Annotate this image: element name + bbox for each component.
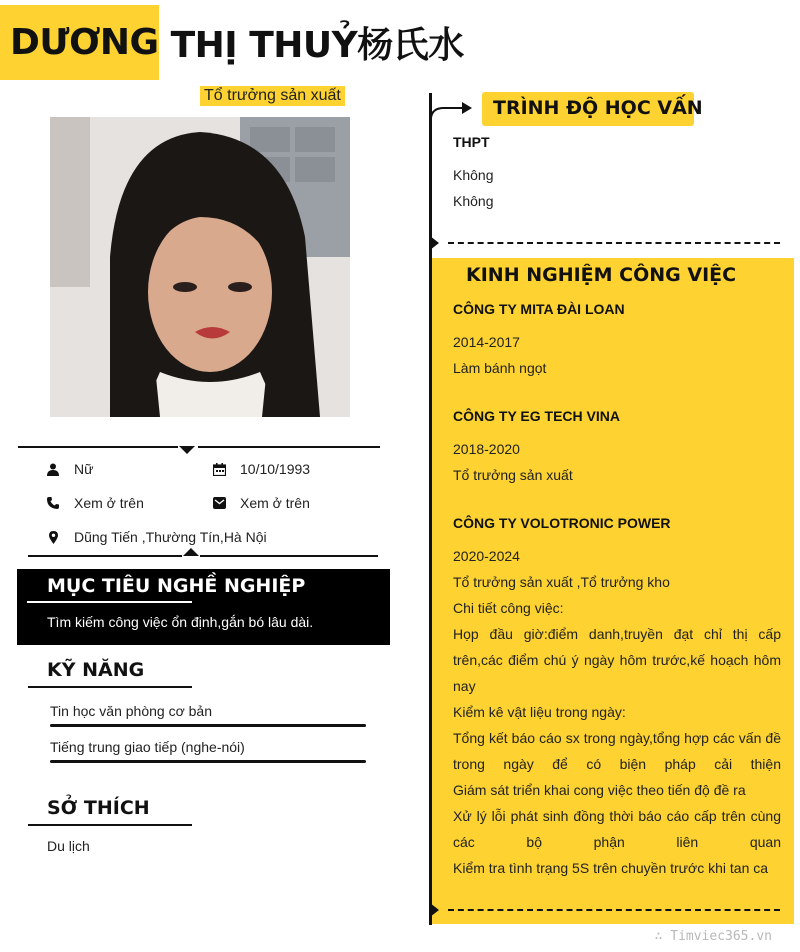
email-value: Xem ở trên	[240, 495, 310, 511]
job-title: Tổ trưởng sản xuất	[200, 86, 345, 106]
job-detail: Xử lý lỗi phát sinh đồng thời báo cáo cấp trên cùng các bộ phận liên quan	[453, 808, 781, 850]
objective-text: Tìm kiếm công việc ổn định,gắn bó lâu dài.	[47, 614, 314, 630]
skill-bar	[50, 760, 366, 763]
job-detail: Giám sát triển khai cong việc theo tiến độ đề ra	[453, 782, 746, 798]
info-bottom-divider	[28, 555, 182, 557]
birthdate-value: 10/10/1993	[240, 461, 311, 477]
job-role: Tổ trưởng sản xuất ,Tổ trưởng kho	[453, 574, 670, 590]
map-pin-icon	[46, 530, 60, 544]
experience-heading: KINH NGHIỆM CÔNG VIỆC	[466, 264, 737, 286]
address-row	[46, 529, 267, 545]
skills-heading: KỸ NĂNG	[47, 659, 145, 681]
name-header	[0, 5, 464, 80]
job-detail: Tổng kết báo cáo sx trong ngày,tổng hợp các vấn đề trong ngày để có biện pháp cải thiện	[453, 730, 781, 772]
skill-item: Tiếng trung giao tiếp (nghe-nói)	[50, 739, 245, 755]
hobbies-heading: SỞ THÍCH	[47, 797, 150, 819]
name-highlight	[0, 5, 159, 80]
phone-value: Xem ở trên	[74, 495, 144, 511]
calendar-icon	[212, 462, 226, 476]
profile-photo	[50, 117, 350, 417]
job-detail: Kiểm kê vật liệu trong ngày:	[453, 704, 626, 720]
email-row	[212, 495, 310, 511]
divider-marker	[179, 446, 195, 454]
job-period: 2020-2024	[453, 548, 520, 564]
skill-bar	[50, 724, 366, 727]
education-divider	[448, 242, 780, 244]
objective-heading: MỤC TIÊU NGHỀ NGHIỆP	[47, 575, 306, 597]
envelope-icon	[212, 496, 226, 510]
timeline-marker	[430, 236, 439, 250]
timeline-marker	[430, 903, 439, 917]
phone-row	[46, 495, 144, 511]
experience-divider	[448, 909, 780, 911]
job-detail: Họp đầu giờ:điểm danh,truyền đạt chỉ thị cấp trên,các điểm chú ý ngày hôm trước,kế hoạch hôm nay	[453, 626, 781, 694]
objective-section	[17, 569, 390, 645]
job-details-label: Chi tiết công việc:	[453, 600, 564, 616]
job-detail: Kiểm tra tình trạng 5S trên chuyền trước khi tan ca	[453, 860, 769, 876]
education-heading: TRÌNH ĐỘ HỌC VẤN	[493, 97, 703, 119]
company-name: CÔNG TY VOLOTRONIC POWER	[453, 515, 671, 531]
info-bottom-divider-right	[200, 555, 378, 557]
job-role: Làm bánh ngọt	[453, 360, 547, 376]
name-part1: DƯƠNG	[10, 22, 159, 63]
timeline-arrow	[430, 98, 474, 122]
user-icon	[46, 462, 60, 476]
skills-underline	[28, 686, 192, 688]
name-rest	[159, 5, 464, 80]
job-role: Tổ trưởng sản xuất	[453, 467, 573, 483]
education-line: Không	[453, 167, 494, 183]
timeline-line	[429, 93, 432, 925]
birthdate-row	[212, 461, 310, 477]
education-level: THPT	[453, 134, 490, 150]
objective-underline	[27, 601, 192, 603]
company-name: CÔNG TY MITA ĐÀI LOAN	[453, 301, 625, 317]
job-period: 2014-2017	[453, 334, 520, 350]
gender-row	[46, 461, 93, 477]
education-line: Không	[453, 193, 494, 209]
hobbies-underline	[28, 824, 192, 826]
gender-value: Nữ	[74, 461, 94, 477]
address-value: Dũng Tiến ,Thường Tín,Hà Nội	[74, 529, 267, 545]
divider-marker	[183, 548, 199, 556]
skill-item: Tin học văn phòng cơ bản	[50, 703, 212, 719]
info-top-divider-right	[198, 446, 380, 448]
name-part2: THỊ THUỶ杨氏水	[170, 25, 464, 66]
company-name: CÔNG TY EG TECH VINA	[453, 408, 620, 424]
info-top-divider	[18, 446, 178, 448]
job-period: 2018-2020	[453, 441, 520, 457]
watermark: ∴ Timviec365.vn	[654, 929, 772, 944]
phone-icon	[46, 496, 60, 510]
hobby-text: Du lịch	[47, 838, 90, 854]
